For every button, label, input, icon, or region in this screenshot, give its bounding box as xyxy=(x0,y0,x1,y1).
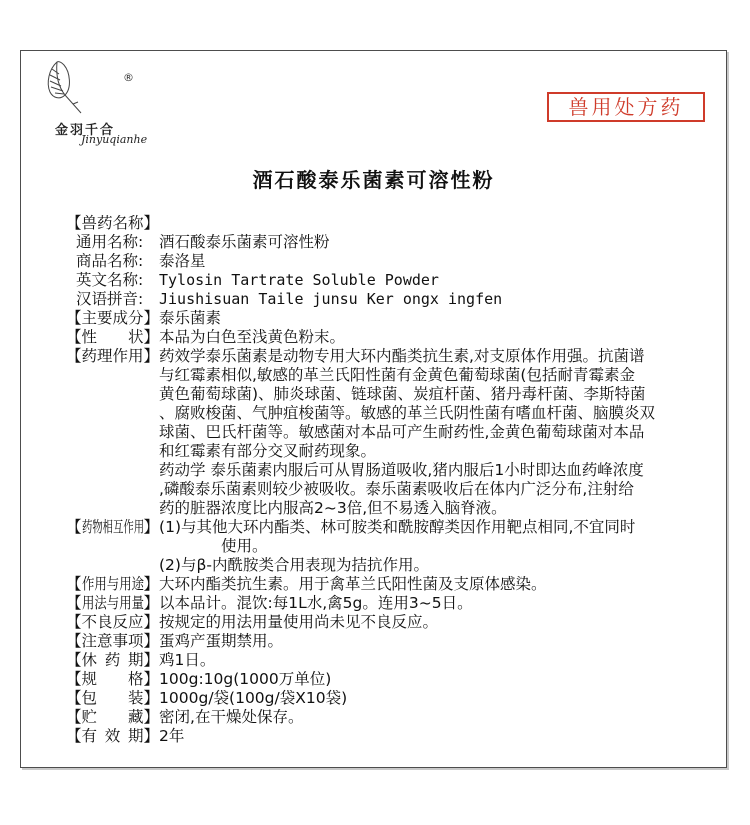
row-text: 药的脏器浓度比内服高2~3倍,但不易透入脑脊液。 xyxy=(159,499,507,517)
section-label-text: 不良反应 xyxy=(81,613,144,631)
section-label xyxy=(66,670,159,689)
section-label-text: 贮藏 xyxy=(81,708,144,726)
bracket-close: 】 xyxy=(143,670,160,688)
label-row xyxy=(66,366,721,385)
name-detail-row xyxy=(66,252,721,271)
label-row xyxy=(66,385,721,404)
row-text: 黄色葡萄球菌)、肺炎球菌、链球菌、炭疽杆菌、猪丹毒杆菌、李斯特菌 xyxy=(159,385,646,403)
bracket-close: 】 xyxy=(143,632,160,650)
bracket-open: 【 xyxy=(66,575,82,593)
row-text: 100g:10g(1000万单位) xyxy=(159,670,332,688)
registered-trademark-icon: ® xyxy=(123,71,134,84)
bracket-open: 【 xyxy=(66,594,82,612)
label-row xyxy=(66,499,721,518)
section-label-text-scaled: 用法与用量 xyxy=(81,594,144,612)
label-row xyxy=(66,708,721,727)
section-label xyxy=(66,309,159,328)
label-row xyxy=(66,347,721,366)
field-key: 英文名称: xyxy=(76,271,144,289)
bracket-close: 】 xyxy=(143,518,160,536)
section-label xyxy=(66,613,159,632)
row-text: (1)与其他大环内酯类、林可胺类和酰胺醇类因作用靶点相同,不宜同时 xyxy=(159,518,636,536)
label-row xyxy=(66,328,721,347)
row-text: 2年 xyxy=(159,727,185,745)
section-label xyxy=(66,727,159,746)
row-text: 以本品计。混饮:每1L水,禽5g。连用3~5日。 xyxy=(159,594,473,612)
section-label-text: 包装 xyxy=(81,689,144,707)
section-label-text xyxy=(82,518,144,537)
section-label-text: 药理作用 xyxy=(81,347,144,365)
section-label xyxy=(66,651,159,670)
section-label-text: 主要成分 xyxy=(81,309,144,327)
section-label xyxy=(66,632,159,651)
section-label xyxy=(66,689,159,708)
row-text: 泰乐菌素 xyxy=(159,309,222,327)
label-spacer xyxy=(66,385,159,404)
bracket-open: 【 xyxy=(66,613,82,631)
label-spacer xyxy=(66,480,159,499)
bracket-close: 】 xyxy=(143,347,160,365)
section-label xyxy=(66,594,159,613)
row-text: 1000g/袋(100g/袋X10袋) xyxy=(159,689,348,707)
field-value: 泰洛星 xyxy=(159,252,206,270)
row-text: (2)与β-内酰胺类合用表现为拮抗作用。 xyxy=(159,556,429,574)
label-row xyxy=(66,727,721,746)
field-key: 通用名称: xyxy=(76,233,144,251)
section-label-text: 休药期 xyxy=(81,651,144,669)
label-spacer xyxy=(66,404,159,423)
section-label-text-scaled: 药物相互作用 xyxy=(81,518,144,536)
label-row xyxy=(66,632,721,651)
bracket-close: 】 xyxy=(143,708,160,726)
label-body xyxy=(66,214,721,746)
bracket-close: 】 xyxy=(143,575,160,593)
label-row xyxy=(66,651,721,670)
bracket-close: 】 xyxy=(143,594,160,612)
section-label xyxy=(66,518,159,537)
row-text: 本品为白色至浅黄色粉末。 xyxy=(159,328,346,346)
section-label-text xyxy=(82,594,144,613)
field-key: 汉语拼音: xyxy=(76,290,144,308)
label-spacer xyxy=(66,423,159,442)
bracket-close: 】 xyxy=(143,651,160,669)
bracket-open: 【 xyxy=(66,518,82,536)
feather-icon xyxy=(43,59,113,119)
label-row xyxy=(66,423,721,442)
label-row xyxy=(66,404,721,423)
bracket-close: 】 xyxy=(143,328,160,346)
row-text: 大环内酯类抗生素。用于禽革兰氏阳性菌及支原体感染。 xyxy=(159,575,547,593)
bracket-open: 【 xyxy=(66,689,82,707)
row-text: 按规定的用法用量使用尚未见不良反应。 xyxy=(159,613,439,631)
section-label xyxy=(66,708,159,727)
name-detail-row xyxy=(66,290,721,309)
section-label-text xyxy=(82,575,144,594)
row-text: 鸡1日。 xyxy=(159,651,216,669)
product-title: 酒石酸泰乐菌素可溶性粉 xyxy=(252,168,495,192)
row-text: 药动学 泰乐菌素内服后可从胃肠道吸收,猪内服后1小时即达血药峰浓度 xyxy=(159,461,644,479)
label-row xyxy=(66,518,721,537)
bracket-open: 【 xyxy=(66,347,82,365)
section-label-text: 有效期 xyxy=(81,727,144,745)
bracket-close: 】 xyxy=(143,689,160,707)
section-label-text-scaled: 作用与用途 xyxy=(81,575,144,593)
section-label xyxy=(66,328,159,347)
label-row xyxy=(66,556,721,575)
brand-logo xyxy=(43,59,193,146)
bracket-open: 【 xyxy=(66,309,82,327)
label-spacer xyxy=(66,499,159,518)
section-label-text: 规格 xyxy=(81,670,144,688)
row-text: 、腐败梭菌、气肿疽梭菌等。敏感的革兰氏阴性菌有嗜血杆菌、脑膜炎双 xyxy=(159,404,656,422)
row-text: 蛋鸡产蛋期禁用。 xyxy=(159,632,284,650)
row-text: 和红霉素有部分交叉耐药现象。 xyxy=(159,442,377,460)
field-value: Jiushisuan Taile junsu Ker ongx ingfen xyxy=(159,290,503,308)
field-value: 酒石酸泰乐菌素可溶性粉 xyxy=(159,233,330,251)
row-text: 药效学泰乐菌素是动物专用大环内酯类抗生素,对支原体作用强。抗菌谱 xyxy=(159,347,645,365)
bracket-close: 】 xyxy=(143,613,160,631)
brand-name-chinese: 金羽千合 xyxy=(55,123,116,138)
label-spacer xyxy=(66,442,159,461)
label-row xyxy=(66,461,721,480)
row-text: ,磷酸泰乐菌素则较少被吸收。泰乐菌素吸收后在体内广泛分布,注射给 xyxy=(159,480,634,498)
bracket-close: 】 xyxy=(143,309,160,327)
section-label-text: 注意事项 xyxy=(81,632,144,650)
sheet-border xyxy=(20,50,727,768)
label-spacer xyxy=(66,556,159,575)
field-key: 商品名称: xyxy=(76,252,144,270)
row-text xyxy=(159,214,721,233)
label-spacer xyxy=(66,366,159,385)
label-row xyxy=(66,575,721,594)
section-label xyxy=(66,575,159,594)
row-text: 使用。 xyxy=(159,537,268,555)
section-label xyxy=(66,214,159,233)
bracket-open: 【 xyxy=(66,651,82,669)
row-text: 密闭,在干燥处保存。 xyxy=(159,708,304,726)
bracket-close: 】 xyxy=(143,727,160,745)
name-detail-row xyxy=(66,233,721,252)
name-detail-row xyxy=(66,271,721,290)
veterinary-prescription-stamp: 兽用处方药 xyxy=(547,92,705,122)
bracket-close: 】 xyxy=(143,214,160,232)
bracket-open: 【 xyxy=(66,214,82,232)
label-row xyxy=(66,613,721,632)
label-row xyxy=(66,670,721,689)
field-value: Tylosin Tartrate Soluble Powder xyxy=(159,271,439,289)
label-row xyxy=(66,214,721,233)
row-text: 与红霉素相似,敏感的革兰氏阳性菌有金黄色葡萄球菌(包括耐青霉素金 xyxy=(159,366,635,384)
bracket-open: 【 xyxy=(66,328,82,346)
section-label-text: 兽药名称 xyxy=(81,214,144,232)
bracket-open: 【 xyxy=(66,632,82,650)
label-spacer xyxy=(66,461,159,480)
label-row xyxy=(66,594,721,613)
section-label-text: 性状 xyxy=(81,328,144,346)
label-row xyxy=(66,442,721,461)
bracket-open: 【 xyxy=(66,727,82,745)
label-spacer xyxy=(66,537,159,556)
label-row xyxy=(66,480,721,499)
section-label xyxy=(66,347,159,366)
label-row xyxy=(66,689,721,708)
bracket-open: 【 xyxy=(66,670,82,688)
label-row xyxy=(66,309,721,328)
label-row xyxy=(66,537,721,556)
row-text: 球菌、巴氏杆菌等。敏感菌对本品可产生耐药性,金黄色葡萄球菌对本品 xyxy=(159,423,645,441)
brand-name-script: Jinyuqianhe xyxy=(81,133,148,146)
bracket-open: 【 xyxy=(66,708,82,726)
